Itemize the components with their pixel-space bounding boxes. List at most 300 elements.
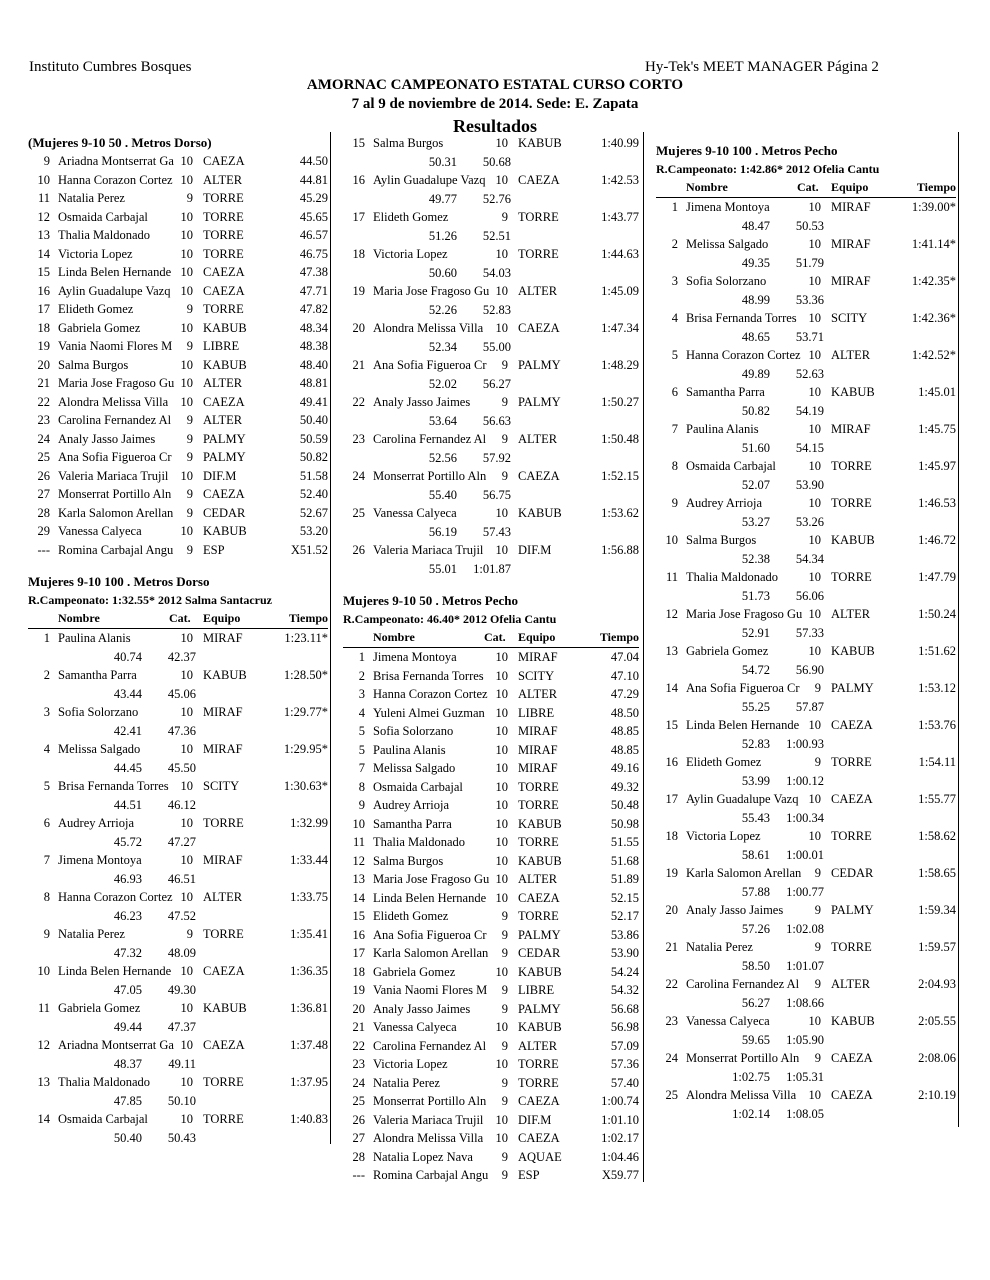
swimmer-name: Salma Burgos [373, 136, 444, 150]
swimmer-name: Alondra Melissa Villa [686, 1088, 797, 1102]
result-row [343, 926, 639, 945]
place: 3 [43, 705, 50, 719]
final-time: 46.75 [299, 246, 328, 261]
swimmer-name: Ana Sofia Figueroa Cr [373, 358, 487, 372]
place: 17 [665, 792, 678, 806]
result-row [28, 740, 328, 759]
final-time: 1:04.46 [601, 1149, 639, 1164]
swimmer-name: Vania Naomi Flores M [58, 339, 173, 353]
split-time-2: 54.19 [795, 403, 824, 418]
result-row [343, 282, 639, 301]
final-time: 1:46.72 [918, 533, 956, 547]
result-row [28, 522, 328, 541]
swimmer-name: Linda Belen Hernande [58, 964, 172, 978]
swimmer-age: 10 [495, 872, 508, 886]
team-code: MIRAF [518, 650, 558, 664]
final-time: 48.34 [299, 320, 328, 335]
split-time-1: 50.82 [741, 403, 770, 418]
swimmer-age: 10 [180, 631, 193, 645]
swimmer-name: Monserrat Portillo Aln [686, 1051, 800, 1065]
place: 12 [665, 607, 678, 621]
split-row [656, 1068, 956, 1087]
swimmer-age: 10 [808, 570, 821, 584]
final-time: 1:32.99 [290, 816, 328, 830]
result-row [28, 1073, 328, 1092]
split-time-1: 1:02.14 [732, 1106, 770, 1121]
final-time: 51.55 [610, 835, 639, 849]
split-row [656, 476, 956, 495]
team-code: CAEZA [831, 1051, 873, 1065]
result-row [28, 888, 328, 907]
swimmer-age: 10 [808, 422, 821, 436]
final-time: 1:46.53 [918, 496, 956, 510]
swimmer-age: 10 [180, 265, 193, 279]
swimmer-name: Elideth Gomez [686, 755, 762, 769]
place: 21 [665, 940, 678, 954]
final-time: 2:05.55 [918, 1014, 956, 1028]
result-row [656, 198, 956, 217]
place: 12 [37, 1038, 50, 1052]
swimmer-name: Hanna Corazon Cortez [58, 890, 173, 904]
swimmer-name: Vanessa Calyeca [373, 506, 457, 520]
split-row [343, 523, 639, 542]
swimmer-name: Victoria Lopez [686, 829, 761, 843]
final-time: 1:02.17 [601, 1131, 639, 1145]
team-code: ALTER [203, 890, 243, 904]
result-row [656, 679, 956, 698]
result-row [656, 605, 956, 624]
swimmer-age: 9 [501, 909, 508, 923]
place: 7 [43, 853, 50, 867]
swimmer-age: 10 [808, 459, 821, 473]
team-code: LIBRE [518, 705, 555, 720]
final-time: 1:36.81 [290, 1001, 328, 1015]
team-code: ALTER [518, 432, 558, 446]
swimmer-age: 10 [180, 394, 193, 409]
result-row [343, 722, 639, 741]
team-code: TORRE [518, 1075, 559, 1090]
place: 9 [671, 496, 678, 510]
swimmer-age: 10 [180, 705, 193, 719]
swimmer-name: Jimena Montoya [58, 853, 142, 867]
split-row [28, 722, 328, 741]
final-time: 47.71 [299, 283, 328, 298]
swimmer-name: Jimena Montoya [373, 650, 457, 664]
swimmer-age: 10 [808, 829, 821, 843]
swimmer-name: Analy Jasso Jaimes [373, 1001, 471, 1016]
swimmer-age: 10 [808, 348, 821, 362]
swimmer-age: 9 [814, 903, 821, 917]
team-code: LIBRE [203, 339, 240, 353]
split-time-1: 52.34 [428, 339, 457, 354]
place: 24 [665, 1051, 678, 1065]
split-time-2: 56.27 [482, 376, 511, 391]
team-code: KABUB [518, 853, 562, 868]
final-time: 44.81 [299, 172, 328, 187]
swimmer-age: 10 [180, 468, 193, 483]
header-age: Cat. [797, 180, 819, 194]
final-time: 47.04 [610, 650, 639, 664]
result-row [343, 1055, 639, 1074]
swimmer-name: Linda Belen Hernande [58, 265, 172, 279]
final-time: 1:33.75 [290, 890, 328, 904]
swimmer-name: Sofia Solorzano [58, 705, 139, 719]
final-time: 1:41.14* [911, 237, 956, 251]
result-row [343, 944, 639, 963]
final-time: 1:42.52* [911, 348, 956, 362]
team-code: CAEZA [518, 469, 560, 483]
swimmer-age: 10 [495, 136, 508, 150]
event-results-list [343, 134, 639, 578]
split-time-1: 58.50 [741, 958, 770, 973]
header-team: Equipo [518, 630, 556, 644]
result-row [656, 272, 956, 291]
place: 16 [352, 173, 365, 187]
split-time-1: 55.43 [741, 810, 770, 825]
swimmer-age: 10 [495, 1020, 508, 1034]
swimmer-age: 10 [495, 835, 508, 849]
split-row [656, 291, 956, 310]
split-row [343, 301, 639, 320]
team-code: KABUB [831, 1014, 875, 1028]
place: 4 [671, 311, 678, 325]
split-time-1: 53.64 [428, 413, 457, 428]
swimmer-age: 10 [180, 816, 193, 830]
swimmer-age: 10 [808, 533, 821, 547]
split-row [656, 1031, 956, 1050]
team-code: TORRE [831, 496, 872, 510]
split-time-2: 46.51 [167, 871, 196, 886]
result-row [343, 759, 639, 778]
swimmer-name: Thalia Maldonado [58, 228, 150, 242]
split-time-2: 50.53 [795, 218, 824, 233]
swimmer-name: Salma Burgos [58, 357, 129, 372]
results-header-row [28, 609, 328, 629]
team-code: PALMY [518, 358, 561, 372]
split-row [343, 153, 639, 172]
final-time: 49.32 [610, 779, 639, 794]
final-time: 1:47.79 [918, 570, 956, 584]
split-time-1: 47.85 [113, 1093, 142, 1108]
team-code: KABUB [203, 320, 247, 335]
final-time: 1:55.77 [918, 792, 956, 806]
result-row [656, 1049, 956, 1068]
result-row [656, 420, 956, 439]
place: 15 [665, 718, 678, 732]
swimmer-age: 10 [180, 154, 193, 168]
result-row [343, 171, 639, 190]
result-row [28, 448, 328, 467]
result-row [656, 864, 956, 883]
swimmer-age: 9 [186, 339, 193, 353]
swimmer-name: Carolina Fernandez Al [373, 432, 487, 446]
split-row [343, 264, 639, 283]
final-time: 1:51.62 [918, 644, 956, 658]
split-time-1: 52.91 [741, 625, 770, 640]
split-time-1: 56.27 [741, 995, 770, 1010]
result-row [343, 1148, 639, 1167]
swimmer-name: Samantha Parra [373, 816, 452, 831]
place: 8 [671, 459, 678, 473]
swimmer-age: 10 [495, 761, 508, 775]
split-time-1: 48.99 [741, 292, 770, 307]
split-time-1: 55.25 [741, 699, 770, 714]
place: 8 [358, 779, 365, 794]
team-code: KABUB [518, 136, 562, 150]
swimmer-name: Audrey Arrioja [686, 496, 763, 510]
result-row [656, 827, 956, 846]
final-time: 51.68 [610, 853, 639, 868]
split-time-2: 56.06 [795, 588, 824, 603]
place: 21 [37, 376, 50, 390]
result-row [656, 383, 956, 402]
place: 15 [352, 136, 365, 150]
place: 23 [665, 1014, 678, 1028]
result-row [656, 975, 956, 994]
final-time: 48.40 [299, 357, 328, 372]
swimmer-age: 10 [180, 357, 193, 372]
final-time: 1:54.11 [918, 755, 956, 769]
final-time: 50.40 [299, 413, 328, 427]
swimmer-age: 10 [180, 376, 193, 390]
split-time-2: 1:02.08 [786, 921, 824, 936]
split-row [28, 870, 328, 889]
final-time: 50.82 [299, 450, 328, 464]
place: 16 [37, 283, 50, 298]
split-time-2: 50.68 [482, 154, 511, 169]
final-time: 1:59.57 [918, 940, 956, 954]
place: 20 [665, 903, 678, 917]
swimmer-name: Samantha Parra [58, 668, 137, 682]
split-time-2: 53.36 [795, 292, 824, 307]
split-row [343, 375, 639, 394]
result-row [343, 815, 639, 834]
result-row [343, 467, 639, 486]
swimmer-name: Salma Burgos [686, 533, 757, 547]
place: 6 [43, 816, 50, 830]
result-row [28, 374, 328, 393]
split-time-1: 47.05 [113, 982, 142, 997]
swimmer-age: 10 [180, 964, 193, 978]
swimmer-name: Vanessa Calyeca [58, 524, 142, 538]
team-code: CAEZA [518, 1131, 560, 1145]
split-time-1: 50.31 [428, 154, 457, 169]
split-time-1: 54.72 [741, 662, 770, 677]
result-row [28, 1110, 328, 1129]
team-code: SCITY [831, 311, 868, 325]
result-row [28, 393, 328, 412]
swimmer-age: 10 [808, 718, 821, 732]
final-time: 45.65 [299, 209, 328, 224]
split-row [28, 833, 328, 852]
place: 23 [352, 1057, 365, 1071]
split-row [656, 365, 956, 384]
final-time: 52.40 [299, 487, 328, 501]
place: 14 [37, 246, 50, 261]
swimmer-age: 10 [495, 506, 508, 520]
result-row [656, 642, 956, 661]
swimmer-age: 9 [814, 1051, 821, 1065]
result-row [28, 467, 328, 486]
team-code: SCITY [203, 779, 240, 793]
place: 24 [352, 469, 365, 483]
result-row [28, 152, 328, 171]
place: 6 [671, 385, 678, 399]
team-code: MIRAF [203, 631, 243, 645]
event-results-list [28, 152, 328, 559]
split-time-2: 47.36 [167, 723, 196, 738]
swimmer-age: 9 [814, 977, 821, 991]
team-code: ALTER [831, 348, 871, 362]
final-time: 1:28.50* [283, 668, 328, 682]
final-time: X51.52 [290, 542, 328, 557]
swimmer-name: Maria Jose Fragoso Gu [373, 872, 490, 886]
split-time-1: 55.40 [428, 487, 457, 502]
swimmer-name: Sofia Solorzano [373, 724, 454, 738]
split-time-1: 43.44 [113, 686, 142, 701]
swimmer-age: 10 [495, 668, 508, 683]
swimmer-age: 9 [501, 1038, 508, 1053]
swimmer-age: 9 [186, 542, 193, 557]
place: 26 [352, 543, 365, 557]
swimmer-name: Valeria Mariaca Trujil [373, 543, 484, 557]
split-row [656, 513, 956, 532]
final-time: 1:45.97 [918, 459, 956, 473]
swimmer-age: 10 [495, 1112, 508, 1127]
meet-title: AMORNAC CAMPEONATO ESTATAL CURSO CORTO [306, 77, 684, 93]
team-code: PALMY [203, 450, 246, 464]
swimmer-name: Carolina Fernandez Al [686, 977, 800, 991]
swimmer-name: Carolina Fernandez Al [373, 1038, 487, 1053]
swimmer-name: Thalia Maldonado [686, 570, 778, 584]
team-code: TORRE [831, 570, 872, 584]
team-code: KABUB [831, 644, 875, 658]
result-row [656, 457, 956, 476]
final-time: 1:37.95 [290, 1075, 328, 1089]
final-time: 48.85 [610, 724, 639, 738]
team-code: TORRE [203, 1112, 244, 1126]
swimmer-age: 10 [495, 705, 508, 720]
team-code: KABUB [518, 1020, 562, 1034]
result-row [343, 1129, 639, 1148]
split-time-1: 49.89 [741, 366, 770, 381]
swimmer-name: Romina Carbajal Angu [58, 542, 174, 557]
team-code: TORRE [518, 247, 559, 261]
swimmer-name: Samantha Parra [686, 385, 765, 399]
team-code: DIF.M [203, 468, 237, 483]
place: 5 [358, 724, 365, 738]
final-time: 1:29.77* [283, 705, 328, 719]
split-row [343, 486, 639, 505]
swimmer-name: Elideth Gomez [373, 909, 449, 923]
split-time-2: 1:08.66 [786, 995, 824, 1010]
place: 28 [37, 505, 50, 520]
swimmer-age: 9 [186, 413, 193, 427]
swimmer-name: Ana Sofia Figueroa Cr [373, 927, 487, 942]
swimmer-age: 9 [186, 927, 193, 941]
place: 1 [43, 631, 50, 645]
team-code: TORRE [518, 1057, 559, 1071]
swimmer-name: Alondra Melissa Villa [373, 321, 484, 335]
swimmer-name: Osmaida Carbajal [686, 459, 776, 473]
header-time: Tiempo [599, 630, 639, 644]
final-time: 50.48 [610, 798, 639, 812]
swimmer-name: Melissa Salgado [58, 742, 141, 756]
event-title: Mujeres 9-10 50 . Metros Pecho [343, 593, 518, 608]
swimmer-name: Gabriela Gomez [58, 1001, 141, 1015]
header-age: Cat. [169, 611, 191, 625]
split-time-2: 53.26 [795, 514, 824, 529]
place: 13 [352, 872, 365, 886]
swimmer-name: Alondra Melissa Villa [373, 1131, 484, 1145]
split-row [656, 698, 956, 717]
split-time-2: 54.15 [795, 440, 824, 455]
split-row [656, 735, 956, 754]
final-time: 1:58.62 [918, 829, 956, 843]
team-code: ALTER [203, 376, 243, 390]
place: 10 [37, 964, 50, 978]
swimmer-name: Brisa Fernanda Torres [686, 311, 797, 325]
split-time-1: 49.44 [113, 1019, 142, 1034]
final-time: 1:56.88 [601, 543, 639, 557]
swimmer-name: Thalia Maldonado [58, 1075, 150, 1089]
swimmer-age: 10 [495, 964, 508, 979]
swimmer-name: Paulina Alanis [58, 631, 131, 645]
result-row [343, 134, 639, 153]
swimmer-name: Yuleni Almei Guzman [373, 705, 485, 720]
result-row [28, 1036, 328, 1055]
place: 22 [665, 977, 678, 991]
team-code: ALTER [518, 872, 558, 886]
split-time-2: 1:00.01 [786, 847, 824, 862]
place: --- [352, 1168, 365, 1182]
split-row [343, 449, 639, 468]
team-code: DIF.M [518, 543, 552, 557]
team-code: ALTER [203, 413, 243, 427]
split-time-2: 1:05.31 [786, 1069, 824, 1084]
split-time-1: 47.32 [113, 945, 142, 960]
final-time: 48.85 [610, 742, 639, 757]
event-results-list [28, 629, 328, 1147]
place: 10 [665, 533, 678, 547]
swimmer-age: 10 [495, 173, 508, 187]
result-row [343, 1166, 639, 1185]
result-row [343, 245, 639, 264]
swimmer-age: 10 [495, 816, 508, 831]
final-time: 56.68 [610, 1001, 639, 1016]
swimmer-name: Brisa Fernanda Torres [373, 668, 484, 683]
result-row [343, 833, 639, 852]
result-row [656, 309, 956, 328]
final-time: 1:43.77 [601, 210, 639, 224]
team-code: MIRAF [831, 274, 871, 288]
final-time: 48.50 [610, 705, 639, 720]
swimmer-age: 10 [180, 853, 193, 867]
team-code: ALTER [831, 977, 871, 991]
place: 28 [352, 1149, 365, 1164]
swimmer-name: Monserrat Portillo Aln [373, 469, 487, 483]
split-time-1: 53.99 [741, 773, 770, 788]
final-time: 1:33.44 [290, 853, 328, 867]
place: 16 [352, 927, 365, 942]
split-time-2: 45.06 [167, 686, 196, 701]
team-code: TORRE [203, 302, 244, 316]
final-time: 53.90 [610, 946, 639, 960]
swimmer-name: Aylin Guadalupe Vazq [58, 283, 171, 298]
split-time-1: 55.01 [428, 561, 457, 576]
split-time-1: 57.26 [741, 921, 770, 936]
team-code: KABUB [203, 524, 247, 538]
